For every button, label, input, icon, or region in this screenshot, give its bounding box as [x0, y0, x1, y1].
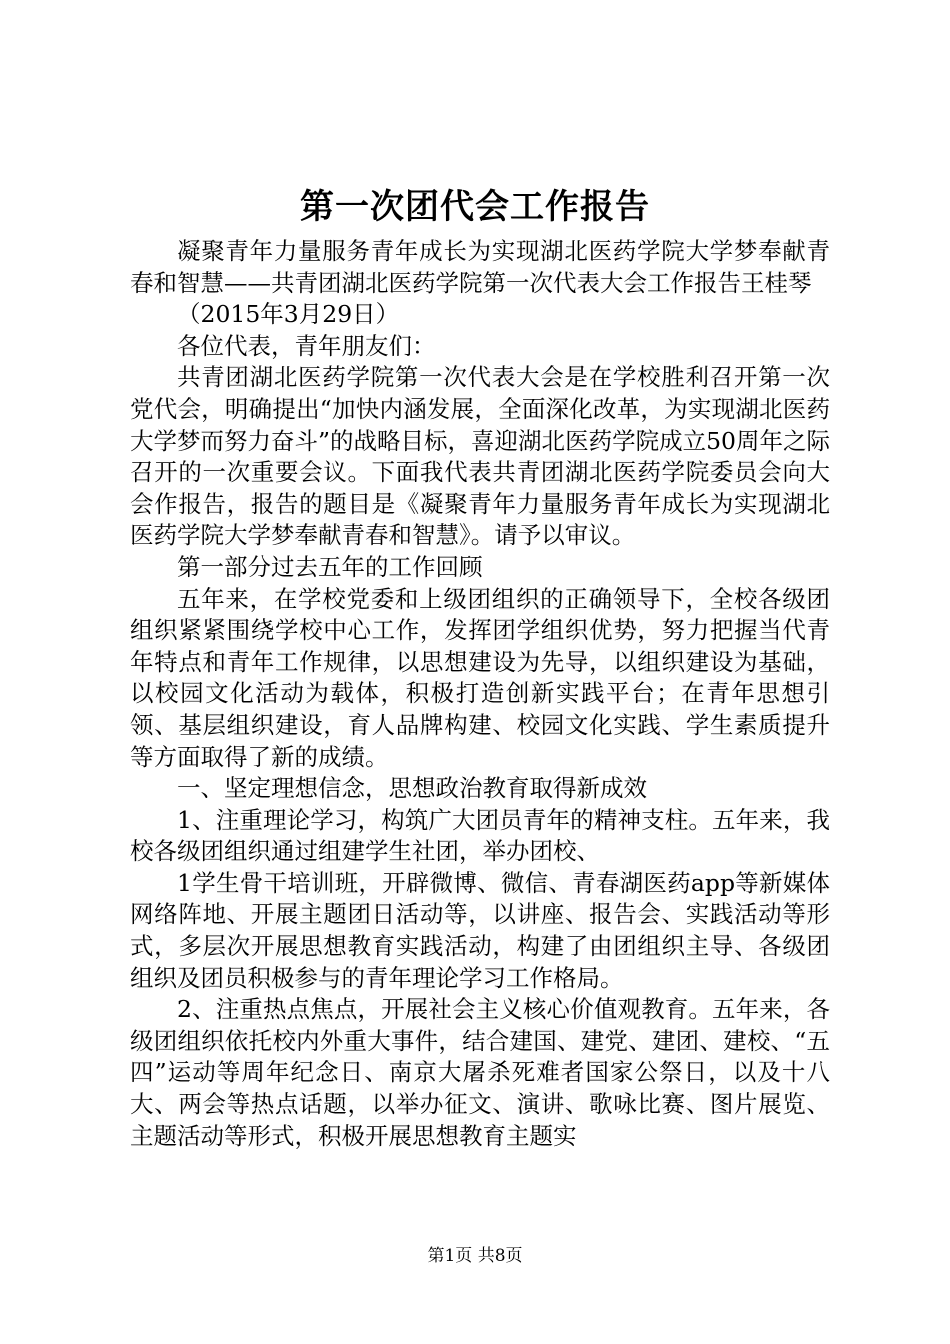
paragraph-subtitle: 凝聚青年力量服务青年成长为实现湖北医药学院大学梦奉献青春和智慧——共青团湖北医药学院第一次代表大会工作报告王桂琴 [130, 237, 830, 297]
paragraph-item-2: 2、注重热点焦点，开展社会主义核心价值观教育。五年来，各级团组织依托校内外重大事件，结合建国、建党、建团、建校、“五四”运动等周年纪念日、南京大屠杀死难者国家公祭日，以及十八大、两会等热点话题，以举办征文、演讲、歌咏比赛、图片展览、主题活动等形式，积极开展思想教育主题实 [130, 995, 830, 1150]
document-title: 第一次团代会工作报告 [300, 187, 650, 227]
paragraph-item-1: 1、注重理论学习，构筑广大团员青年的精神支柱。五年来，我校各级团组织通过组建学生社团，举办团校、 [130, 805, 830, 866]
paragraph-item-1-cont: 1学生骨干培训班，开辟微博、微信、青春湖医药app等新媒体网络阵地、开展主题团日活动等，以讲座、报告会、实践活动等形式，多层次开展思想教育实践活动，构建了由团组织主导、各级团组织及团员积极参与的青年理论学习工作格局。 [130, 868, 830, 992]
paragraph-salutation: 各位代表，青年朋友们： [177, 331, 436, 360]
page-footer: 第1页 共8页 [427, 1246, 523, 1266]
paragraph-intro: 共青团湖北医药学院第一次代表大会是在学校胜利召开第一次党代会，明确提出“加快内涵发展，全面深化改革，为实现湖北医药大学梦而努力奋斗”的战略目标，喜迎湖北医药学院成立50周年之际召开的一次重要会议。下面我代表共青团湖北医药学院委员会向大会作报告，报告的题目是《凝聚青年力量服务青年成长为实现湖北医药学院大学梦奉献青春和智慧》。请予以审议。 [130, 363, 830, 550]
section-heading-one: 一、坚定理想信念，思想政治教育取得新成效 [177, 774, 647, 803]
section-heading-part-one: 第一部分过去五年的工作回顾 [177, 552, 483, 581]
paragraph-date: （2015年3月29日） [177, 300, 400, 329]
paragraph-review: 五年来，在学校党委和上级团组织的正确领导下，全校各级团组织紧紧围绕学校中心工作，发挥团学组织优势，努力把握当代青年特点和青年工作规律，以思想建设为先导，以组织建设为基础，以校园文化活动为载体，积极打造创新实践平台；在青年思想引领、基层组织建设，育人品牌构建、校园文化实践、学生素质提升等方面取得了新的成绩。 [130, 584, 830, 771]
document-body [130, 236, 830, 1152]
